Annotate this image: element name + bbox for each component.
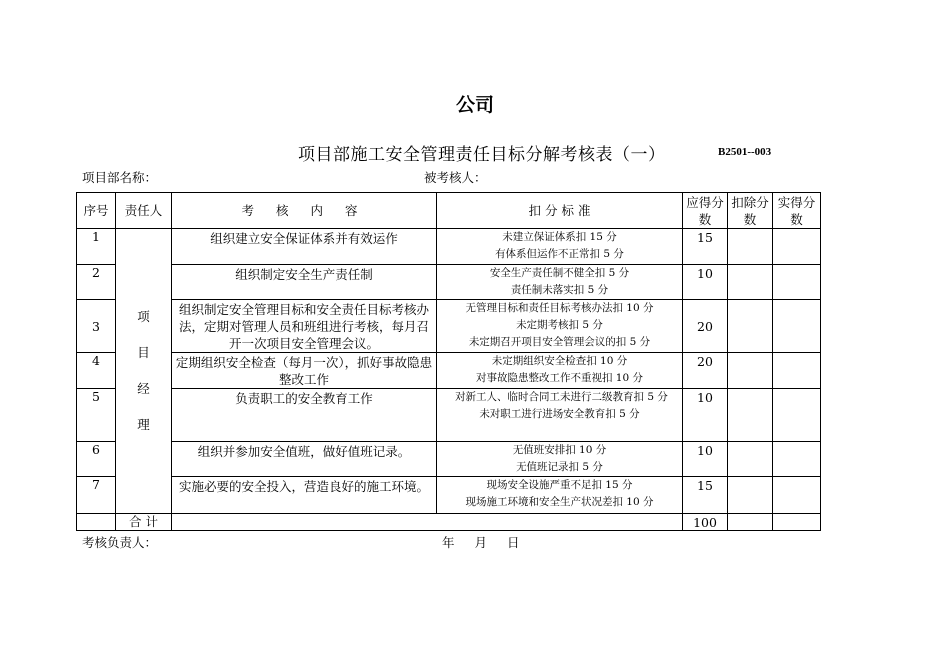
person-char: 目 xyxy=(137,345,150,360)
header-standard: 扣 分 标 准 xyxy=(437,193,683,229)
row-actual-score[interactable] xyxy=(773,442,821,477)
date-label: 年 月 日 xyxy=(442,535,520,550)
total-spacer xyxy=(77,514,116,531)
standard-line: 未定期召开项目安全管理会议的扣 5 分 xyxy=(468,336,651,348)
standard-line: 对新工人、临时合同工未进行二级教育扣 5 分 xyxy=(455,391,668,403)
person-char: 经 xyxy=(137,381,150,396)
header-row xyxy=(77,193,821,229)
table-row xyxy=(77,442,821,477)
row-actual-score[interactable] xyxy=(773,229,821,265)
row-deduct-score[interactable] xyxy=(728,265,773,300)
row-actual-score[interactable] xyxy=(773,477,821,514)
row-seq: 7 xyxy=(77,477,116,514)
standard-line: 责任制未落实扣 5 分 xyxy=(510,284,609,296)
standard-line: 现场施工环境和安全生产状况差扣 10 分 xyxy=(465,496,654,508)
assessment-table xyxy=(76,192,821,531)
row-content: 组织并参加安全值班，做好值班记录。 xyxy=(172,442,437,477)
table-row xyxy=(77,265,821,300)
row-deduct-score[interactable] xyxy=(728,477,773,514)
total-label: 合 计 xyxy=(116,514,172,531)
header-due-score: 应得分数 xyxy=(683,193,728,229)
standard-line: 未定期考核扣 5 分 xyxy=(516,319,603,331)
row-content: 组织制定安全生产责任制 xyxy=(172,265,437,300)
standard-line: 无值班安排扣 10 分 xyxy=(512,444,607,456)
company-name: 公司 xyxy=(455,94,494,116)
standard-line: 无管理目标和责任目标考核办法扣 10 分 xyxy=(465,302,654,314)
total-blank xyxy=(172,514,683,531)
header-actual-score: 实得分数 xyxy=(773,193,821,229)
standard-line: 未定期组织安全检查扣 10 分 xyxy=(491,355,628,367)
row-standard xyxy=(437,353,683,389)
standard-line: 现场安全设施严重不足扣 15 分 xyxy=(486,479,633,491)
row-content: 负责职工的安全教育工作 xyxy=(172,389,437,442)
standard-line: 有体系但运作不正常扣 5 分 xyxy=(495,248,624,260)
standard-line: 未对职工进行进场安全教育扣 5 分 xyxy=(479,408,640,420)
row-deduct-score[interactable] xyxy=(728,353,773,389)
row-seq: 2 xyxy=(77,265,116,300)
row-deduct-score[interactable] xyxy=(728,389,773,442)
responsible-person-cell xyxy=(116,229,172,514)
row-deduct-score[interactable] xyxy=(728,229,773,265)
total-score: 100 xyxy=(683,514,728,531)
row-due-score: 10 xyxy=(683,442,728,477)
form-title: 项目部施工安全管理责任目标分解考核表（一） xyxy=(298,145,666,165)
row-seq: 1 xyxy=(77,229,116,265)
header-deduct-score: 扣除分数 xyxy=(728,193,773,229)
table-row xyxy=(77,353,821,389)
person-char: 项 xyxy=(137,309,150,324)
row-seq: 6 xyxy=(77,442,116,477)
assessee-label: 被考核人： xyxy=(424,170,487,185)
table-row xyxy=(77,477,821,514)
row-actual-score[interactable] xyxy=(773,353,821,389)
header-seq: 序号 xyxy=(77,193,116,229)
total-deduct[interactable] xyxy=(728,514,773,531)
row-due-score: 10 xyxy=(683,265,728,300)
row-standard xyxy=(437,442,683,477)
total-row xyxy=(77,514,821,531)
form-code: B2501--003 xyxy=(718,146,772,158)
row-standard xyxy=(437,300,683,353)
reviewer-label: 考核负责人： xyxy=(82,535,158,550)
table-row xyxy=(77,389,821,442)
row-seq: 3 xyxy=(77,300,116,353)
row-actual-score[interactable] xyxy=(773,265,821,300)
row-actual-score[interactable] xyxy=(773,300,821,353)
row-content: 组织制定安全管理目标和安全责任目标考核办法，定期对管理人员和班组进行考核，每月召开一次项目安全管理会议。 xyxy=(172,300,437,353)
row-standard xyxy=(437,229,683,265)
row-actual-score[interactable] xyxy=(773,389,821,442)
row-content: 实施必要的安全投入，营造良好的施工环境。 xyxy=(172,477,437,514)
person-char: 理 xyxy=(137,417,150,432)
total-actual[interactable] xyxy=(773,514,821,531)
row-standard xyxy=(437,265,683,300)
standard-line: 对事故隐患整改工作不重视扣 10 分 xyxy=(475,372,644,384)
row-seq: 4 xyxy=(77,353,116,389)
row-standard xyxy=(437,389,683,442)
row-due-score: 15 xyxy=(683,229,728,265)
standard-line: 安全生产责任制不健全扣 5 分 xyxy=(489,267,630,279)
row-due-score: 10 xyxy=(683,389,728,442)
row-due-score: 20 xyxy=(683,300,728,353)
row-due-score: 15 xyxy=(683,477,728,514)
header-person: 责任人 xyxy=(116,193,172,229)
row-deduct-score[interactable] xyxy=(728,300,773,353)
table-row xyxy=(77,300,821,353)
row-content: 定期组织安全检查（每月一次），抓好事故隐患整改工作 xyxy=(172,353,437,389)
standard-line: 无值班记录扣 5 分 xyxy=(516,461,603,473)
row-content: 组织建立安全保证体系并有效运作 xyxy=(172,229,437,265)
table-row xyxy=(77,229,821,265)
row-standard xyxy=(437,477,683,514)
row-due-score: 20 xyxy=(683,353,728,389)
row-deduct-score[interactable] xyxy=(728,442,773,477)
row-seq: 5 xyxy=(77,389,116,442)
project-dept-label: 项目部名称： xyxy=(82,170,158,185)
header-content: 考 核 内 容 xyxy=(172,193,437,229)
standard-line: 未建立保证体系扣 15 分 xyxy=(502,231,617,243)
